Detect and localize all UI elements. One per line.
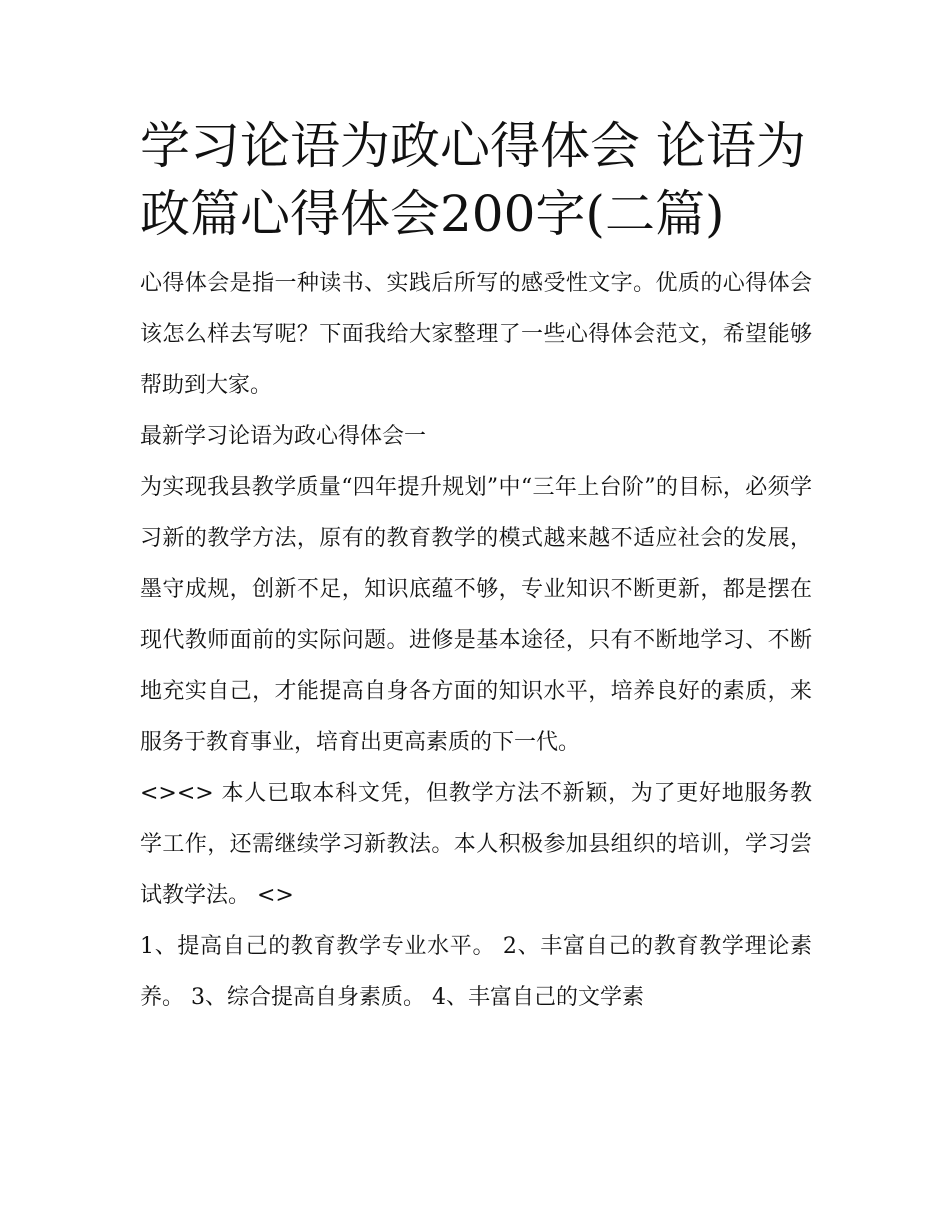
body-paragraph: 为实现我县教学质量“四年提升规划”中“三年上台阶”的目标，必须学习新的教学方法，原有的教育教学的模式越来越不适应社会的发展，墨守成规，创新不足，知识底蕴不够，专业知识不断更新，都是摆在现代教师面前的实际问题。进修是基本途径，只有不断地学习、不断地充实自己，才能提高自身各方面的知识水平，培养良好的素质，来服务于教育事业，培育出更高素质的下一代。 bbox=[140, 475, 812, 755]
body-paragraph: <><> 本人已取本科文凭，但教学方法不新颖，为了更好地服务教学工作，还需继续学习新教法。本人积极参加县组织的培训，学习尝试教学法。 <> bbox=[140, 781, 812, 908]
list-paragraph: 1、提高自己的教育教学专业水平。 2、丰富自己的教育教学理论素养。 3、综合提高自身素质。 4、丰富自己的文学素 bbox=[140, 934, 812, 1010]
document-title: 学习论语为政心得体会 论语为政篇心得体会200字(二篇) bbox=[140, 117, 806, 243]
intro-paragraph: 心得体会是指一种读书、实践后所写的感受性文字。优质的心得体会该怎么样去写呢？下面我给大家整理了一些心得体会范文，希望能够帮助到大家。 bbox=[140, 271, 812, 398]
section-heading: 最新学习论语为政心得体会一 bbox=[140, 424, 427, 449]
document-page bbox=[140, 112, 812, 1023]
